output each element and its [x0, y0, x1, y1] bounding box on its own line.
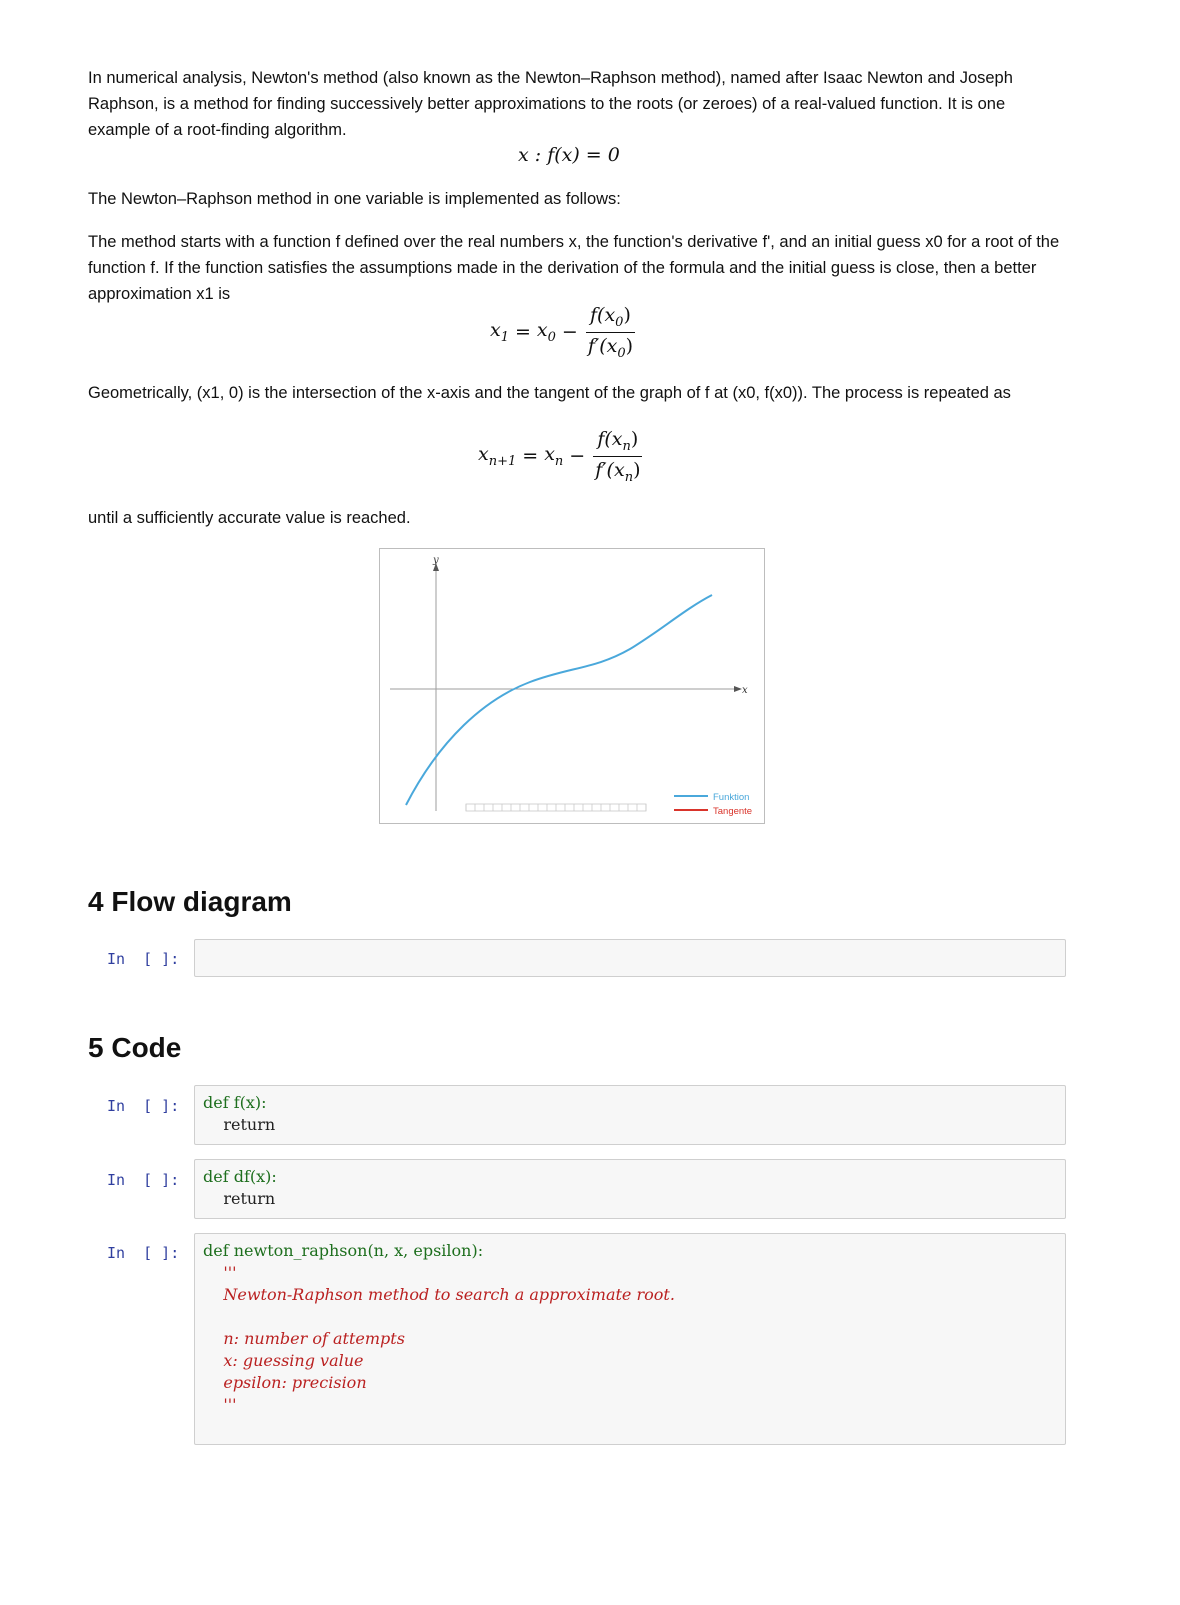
code-cell-1[interactable]	[194, 939, 1066, 977]
code-line: def f(x):	[203, 1093, 267, 1112]
code-cell-2[interactable]	[194, 1085, 1066, 1145]
code-cell-4[interactable]	[194, 1233, 1066, 1445]
code-line: def newton_raphson(n, x, epsilon):	[203, 1241, 484, 1260]
docstring-close: '''	[223, 1395, 237, 1414]
intro-paragraph-1: In numerical analysis, Newton's method (also known as the Newton–Raphson method), named after Isaac Newton and Joseph Raphson, is a method for finding successively better approximations to the roots (or zeroes) of a real-valued function. It is one example of a root-finding algorithm.	[88, 69, 1013, 139]
intro-paragraph-3: The method starts with a function f defined over the real numbers x, the function's derivative f', and an initial guess x0 for a root of the function f. If the function satisfies the assumptions made in the derivation of the formula and the initial guess is close, then a better approximation x1 is	[88, 233, 1060, 303]
eq2-minus: −	[569, 445, 586, 468]
x-axis-arrow	[734, 686, 742, 692]
equation-root-text: x : f(x) = 0	[518, 144, 620, 166]
code-line: return	[203, 1115, 276, 1134]
section-heading-flow-diagram: 4 Flow diagram	[88, 886, 292, 917]
code-line: return	[203, 1189, 276, 1208]
equation-first-iteration	[490, 304, 637, 361]
intro-paragraph-4: Geometrically, (x1, 0) is the intersection of the x-axis and the tangent of the graph of f at (x0, f(x0)). The process is repeated as	[88, 384, 1011, 402]
eq2-fraction: $\frac{f(x_n)}{f'(x_n)}$	[595, 428, 641, 485]
eq1-fraction: $\frac{f(x_0)}{f'(x_0)}$	[587, 304, 634, 361]
eq1-minus: −	[561, 321, 578, 344]
code-cell-3[interactable]	[194, 1159, 1066, 1219]
ruler-ticks	[466, 804, 646, 811]
docstring-line: epsilon: precision	[223, 1373, 367, 1392]
eq1-rhs: $x_0$	[536, 319, 556, 346]
docstring-line: n: number of attempts	[223, 1329, 405, 1348]
newton-method-figure	[379, 548, 765, 824]
eq1-lhs: $x_1$	[490, 319, 509, 346]
cell-prompt-4: In [ ]:	[107, 1244, 180, 1262]
eq1-equals: =	[515, 321, 531, 344]
legend-tangent-label: Tangente	[713, 806, 753, 817]
cell-prompt-2: In [ ]:	[107, 1097, 180, 1115]
eq2-rhs: $x_n$	[544, 443, 564, 470]
x-axis-label: x	[742, 685, 748, 696]
code-line: def df(x):	[203, 1167, 277, 1186]
code-cell-3-editor[interactable]	[195, 1160, 1065, 1216]
function-curve	[406, 595, 712, 805]
intro-paragraph-2: The Newton–Raphson method in one variable is implemented as follows:	[88, 190, 621, 208]
legend-function-label: Funktion	[713, 792, 750, 803]
equation-root-definition	[518, 144, 620, 166]
docstring-line: Newton-Raphson method to search a approximate root.	[223, 1285, 675, 1304]
equation-iteration	[478, 428, 644, 485]
eq2-equals: =	[522, 445, 539, 468]
code-cell-4-editor[interactable]	[195, 1234, 1065, 1422]
y-axis-label: y	[433, 555, 439, 566]
cell-prompt-3: In [ ]:	[107, 1171, 180, 1189]
docstring-line: x: guessing value	[223, 1351, 364, 1370]
code-cell-1-editor[interactable]	[195, 940, 1065, 952]
intro-paragraph-5: until a sufficiently accurate value is reached.	[88, 509, 411, 527]
eq2-lhs: $x_{n+1}$	[478, 443, 517, 470]
cell-prompt-1: In [ ]:	[107, 950, 180, 968]
docstring-open: '''	[223, 1263, 237, 1282]
function-graph	[380, 549, 764, 823]
code-cell-2-editor[interactable]	[195, 1086, 1065, 1142]
section-heading-code: 5 Code	[88, 1032, 182, 1063]
